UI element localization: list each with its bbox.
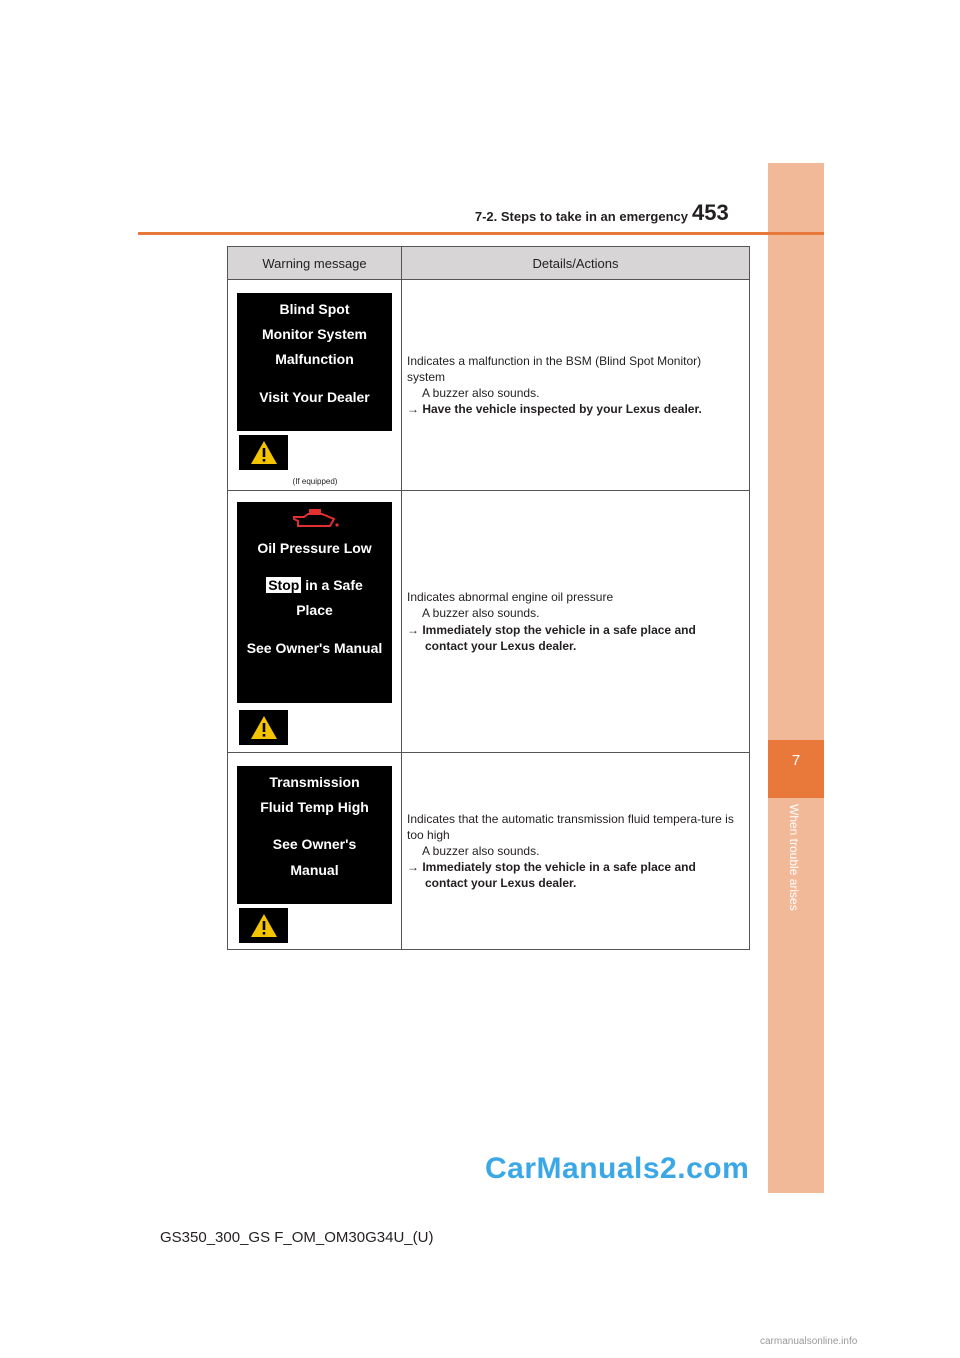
action-text (407, 401, 741, 417)
warning-message-cell (228, 491, 402, 753)
description-text: Indicates abnormal engine oil pressure (407, 590, 614, 605)
warning-message-cell (228, 280, 402, 491)
table-header-row (228, 247, 750, 280)
display-screen-transmission (237, 766, 392, 904)
action-label: Have the vehicle inspected by your Lexus dealer. (422, 402, 702, 417)
display-spacer (237, 561, 392, 573)
display-line (237, 573, 392, 598)
display-spacer (237, 624, 392, 636)
warning-message-table (227, 246, 750, 950)
table-row (228, 491, 750, 753)
arrow-icon: → (407, 402, 423, 417)
display-screen-blind-spot (237, 293, 392, 431)
warning-triangle-icon (239, 908, 288, 943)
chapter-label: When trouble arises (787, 804, 801, 911)
display-line: Oil Pressure Low (257, 540, 372, 556)
display-line: Visit Your Dealer (259, 388, 370, 405)
display-spacer (237, 820, 392, 832)
display-line-text: in a Safe (305, 577, 363, 594)
details-cell (402, 491, 750, 753)
table-row (228, 753, 750, 950)
display-line: Transmission (269, 774, 360, 790)
warning-triangle-icon (239, 435, 288, 470)
footer-site-watermark: carmanualsonline.info (760, 1336, 858, 1347)
warning-triangle-icon (239, 710, 288, 745)
details-cell (402, 280, 750, 491)
column-header-details-actions: Details/Actions (402, 247, 750, 280)
document-id: GS350_300_GS F_OM_OM30G34U_(U) (160, 1229, 434, 1246)
display-line: See Owner's Manual (246, 639, 383, 656)
oil-pressure-icon (237, 502, 392, 536)
warning-message-cell (228, 753, 402, 950)
buzzer-note: A buzzer also sounds. (422, 606, 540, 621)
watermark-logo: CarManuals2.com (485, 1152, 750, 1185)
if-equipped-note: (If equipped) (292, 477, 338, 486)
column-header-warning-message: Warning message (228, 247, 402, 280)
display-line: Malfunction (275, 351, 354, 368)
stop-highlight: Stop (268, 577, 300, 594)
chapter-number: 7 (791, 752, 801, 769)
action-text (407, 859, 741, 891)
action-text (407, 622, 741, 654)
display-line: Place (296, 602, 333, 619)
display-line: Blind Spot (279, 301, 350, 317)
arrow-icon: → (407, 622, 423, 637)
display-line: Manual (290, 861, 339, 878)
display-line: See Owner's (272, 836, 357, 853)
details-cell (402, 753, 750, 950)
page-number: 453 (692, 200, 729, 225)
display-spacer (237, 373, 392, 385)
chapter-side-tab (768, 163, 824, 1193)
display-screen-oil-pressure (237, 502, 392, 703)
arrow-icon: → (407, 860, 423, 875)
display-line: Monitor System (261, 326, 367, 343)
description-text: Indicates a malfunction in the BSM (Blind Spot Monitor) system (407, 353, 702, 384)
description-text: Indicates that the automatic transmission fluid tempera-ture is too high (407, 811, 734, 842)
buzzer-note: A buzzer also sounds. (422, 843, 540, 858)
chapter-number-box (768, 740, 824, 798)
section-title: 7-2. Steps to take in an emergency (474, 209, 688, 224)
table-row (228, 280, 750, 491)
buzzer-note: A buzzer also sounds. (422, 386, 540, 400)
action-label: Immediately stop the vehicle in a safe place and contact your Lexus dealer. (422, 622, 696, 653)
action-label: Immediately stop the vehicle in a safe place and contact your Lexus dealer. (422, 860, 696, 891)
header-rule (138, 232, 824, 235)
display-line: Fluid Temp High (260, 799, 369, 816)
